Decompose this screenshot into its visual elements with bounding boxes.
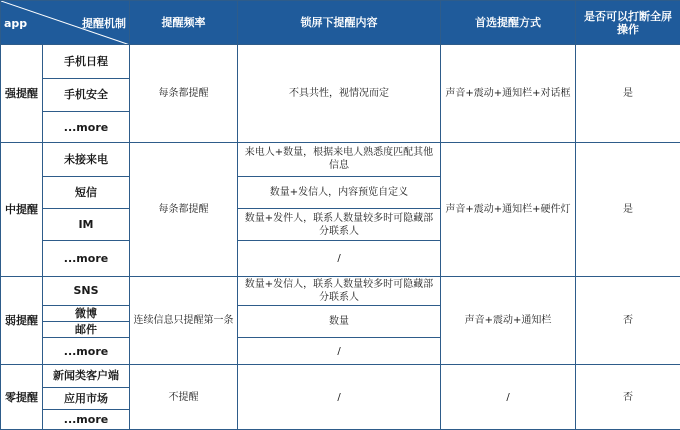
app-cell: 手机安全 (43, 78, 130, 111)
level-medium: 中提醒 (1, 143, 43, 276)
level-strong: 强提醒 (1, 45, 43, 143)
header-fullscreen: 是否可以打断全屏操作 (576, 1, 680, 45)
header-mechanism: 提醒机制 (82, 17, 126, 30)
lockscreen-cell: / (238, 241, 441, 276)
app-cell: IM (43, 208, 130, 240)
method-cell: 声音+震动+通知栏+对话框 (441, 45, 576, 143)
fullscreen-cell: 是 (576, 143, 680, 276)
header-frequency: 提醒频率 (130, 1, 238, 45)
level-weak: 弱提醒 (1, 276, 43, 365)
header-lockscreen: 锁屏下提醒内容 (238, 1, 441, 45)
fullscreen-cell: 是 (576, 45, 680, 143)
lockscreen-cell: 数量 (238, 305, 441, 337)
app-cell: 新闻类客户端 (43, 365, 130, 387)
header-app-mechanism (1, 1, 130, 45)
frequency-cell: 连续信息只提醒第一条 (130, 276, 238, 365)
lockscreen-cell: / (238, 338, 441, 365)
frequency-cell: 不提醒 (130, 365, 238, 430)
app-cell: ...more (43, 409, 130, 429)
method-cell: 声音+震动+通知栏 (441, 276, 576, 365)
fullscreen-cell: 否 (576, 276, 680, 365)
app-cell: SNS (43, 276, 130, 305)
method-cell: / (441, 365, 576, 430)
app-cell: 手机日程 (43, 45, 130, 78)
app-cell: 应用市场 (43, 387, 130, 409)
header-app: app (4, 17, 28, 30)
app-cell: ...more (43, 112, 130, 143)
frequency-cell: 每条都提醒 (130, 143, 238, 276)
lockscreen-cell: 数量+发信人，内容预览自定义 (238, 176, 441, 208)
app-cell: ...more (43, 338, 130, 365)
table-row (1, 276, 680, 305)
app-cell: 微博 (43, 305, 130, 321)
table-row (1, 365, 680, 387)
lockscreen-cell: 不具共性，视情况而定 (238, 45, 441, 143)
lockscreen-cell: / (238, 365, 441, 430)
app-cell: 短信 (43, 176, 130, 208)
fullscreen-cell: 否 (576, 365, 680, 430)
header-row (1, 1, 680, 45)
table-row (1, 45, 680, 78)
lockscreen-cell: 数量+发件人，联系人数量较多时可隐藏部分联系人 (238, 208, 441, 240)
lockscreen-cell: 来电人+数量，根据来电人熟悉度匹配其他信息 (238, 143, 441, 176)
lockscreen-cell: 数量+发信人，联系人数量较多时可隐藏部分联系人 (238, 276, 441, 305)
header-method: 首选提醒方式 (441, 1, 576, 45)
method-cell: 声音+震动+通知栏+硬件灯 (441, 143, 576, 276)
table-row (1, 143, 680, 176)
level-zero: 零提醒 (1, 365, 43, 430)
app-cell: 未接来电 (43, 143, 130, 176)
app-cell: ...more (43, 241, 130, 276)
frequency-cell: 每条都提醒 (130, 45, 238, 143)
app-cell: 邮件 (43, 321, 130, 337)
